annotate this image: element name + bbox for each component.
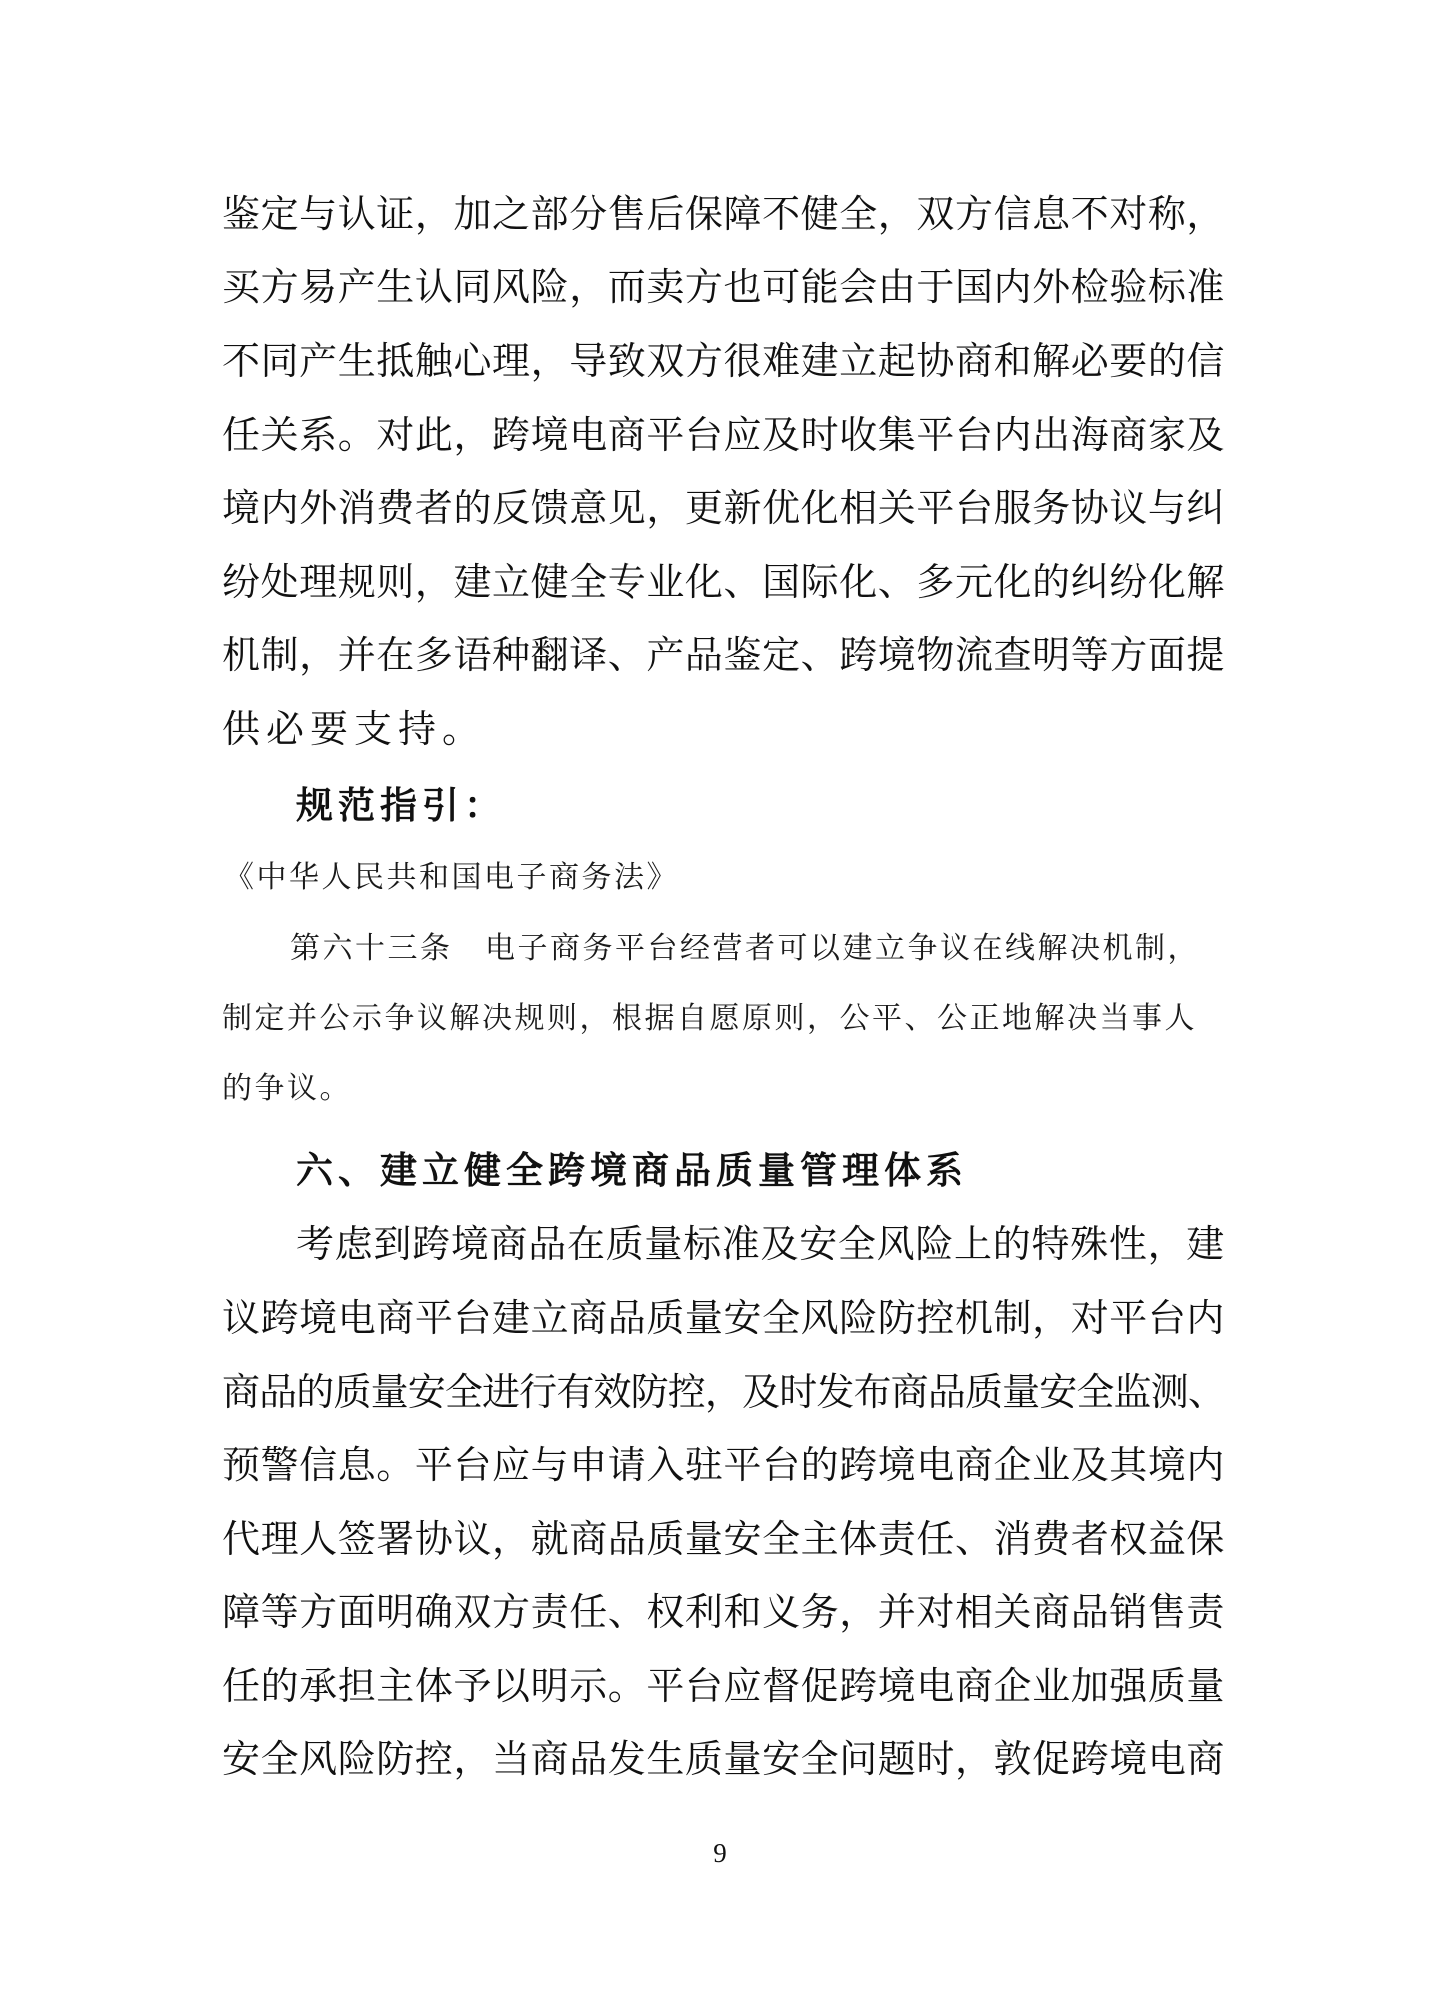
paragraph-line: 商品的质量安全进行有效防控，及时发布商品质量安全监测、 bbox=[222, 1370, 1226, 1414]
page-number: 9 bbox=[713, 1838, 727, 1868]
section-heading: 六、建立健全跨境商品质量管理体系 bbox=[296, 1149, 968, 1192]
paragraph-line: 议跨境电商平台建立商品质量安全风险防控机制，对平台内 bbox=[222, 1296, 1226, 1340]
paragraph-line: 供必要支持。 bbox=[222, 707, 487, 751]
paragraph-line: 任的承担主体予以明示。平台应督促跨境电商企业加强质量 bbox=[222, 1664, 1226, 1708]
paragraph-line: 鉴定与认证，加之部分售后保障不健全，双方信息不对称， bbox=[222, 192, 1226, 236]
paragraph-line: 境内外消费者的反馈意见，更新优化相关平台服务协议与纠 bbox=[222, 486, 1226, 530]
article-line: 的争议。 bbox=[222, 1071, 352, 1106]
article-line: 第六十三条 电子商务平台经营者可以建立争议在线解决机制， bbox=[290, 931, 1200, 966]
paragraph-line: 买方易产生认同风险，而卖方也可能会由于国内外检验标准 bbox=[222, 265, 1226, 309]
paragraph-line: 代理人签署协议，就商品质量安全主体责任、消费者权益保 bbox=[222, 1517, 1226, 1561]
paragraph-line: 障等方面明确双方责任、权利和义务，并对相关商品销售责 bbox=[222, 1590, 1226, 1634]
paragraph-line: 不同产生抵触心理，导致双方很难建立起协商和解必要的信 bbox=[222, 339, 1226, 383]
law-title: 《中华人民共和国电子商务法》 bbox=[224, 860, 679, 895]
paragraph-line: 机制，并在多语种翻译、产品鉴定、跨境物流查明等方面提 bbox=[222, 633, 1226, 677]
article-line: 制定并公示争议解决规则，根据自愿原则，公平、公正地解决当事人 bbox=[222, 1001, 1197, 1036]
paragraph-line: 安全风险防控，当商品发生质量安全问题时，敦促跨境电商 bbox=[222, 1737, 1226, 1781]
paragraph-line: 预警信息。平台应与申请入驻平台的跨境电商企业及其境内 bbox=[222, 1443, 1226, 1487]
paragraph-line: 纷处理规则，建立健全专业化、国际化、多元化的纠纷化解 bbox=[222, 560, 1226, 604]
paragraph-line: 考虑到跨境商品在质量标准及安全风险上的特殊性，建 bbox=[296, 1222, 1226, 1266]
guidance-heading: 规范指引： bbox=[296, 784, 506, 827]
paragraph-line: 任关系。对此，跨境电商平台应及时收集平台内出海商家及 bbox=[222, 413, 1226, 457]
